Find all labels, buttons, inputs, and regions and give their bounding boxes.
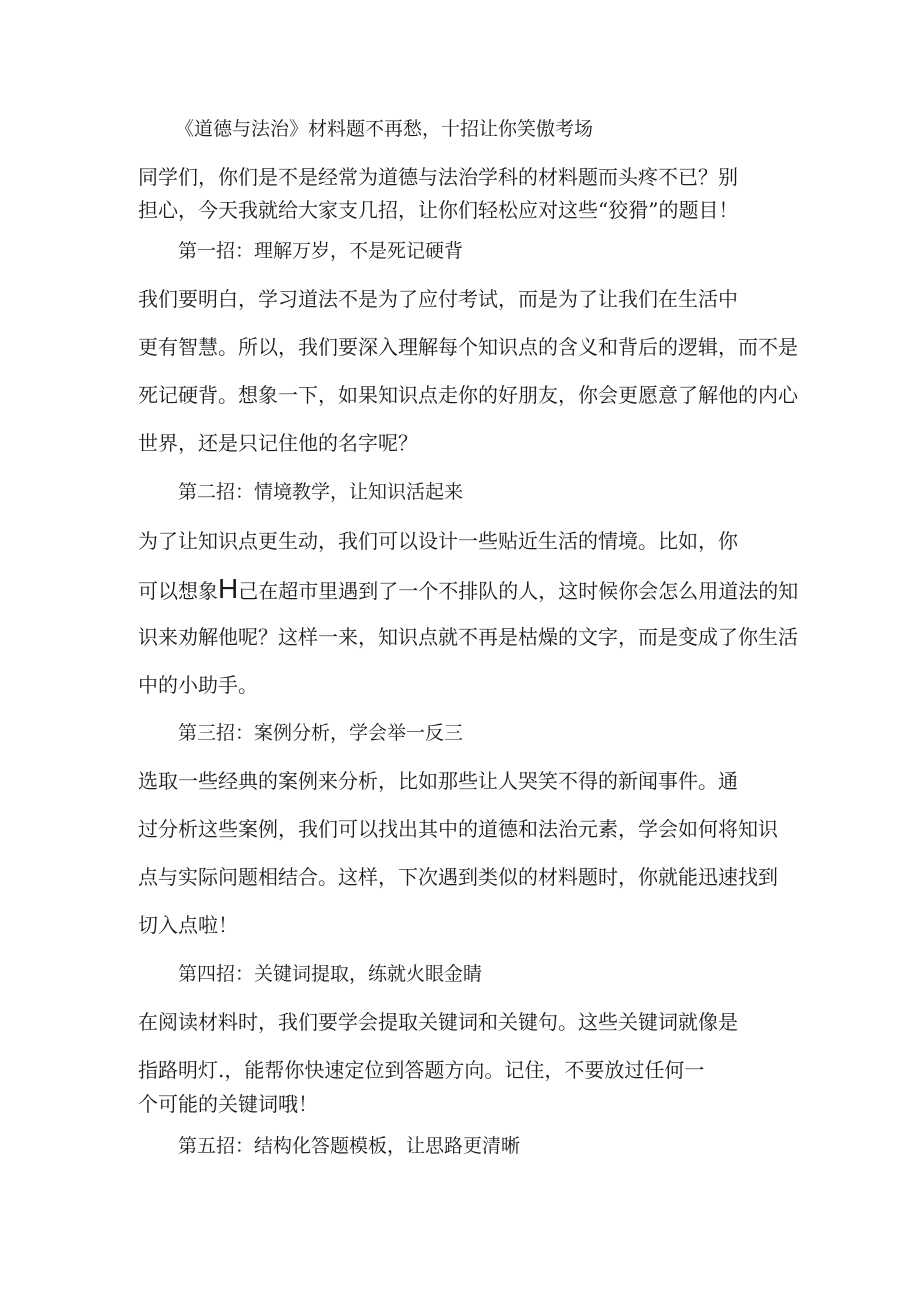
section-2-line-4: 中的小助手。	[138, 673, 258, 697]
section-2-line-3: 识来劝解他呢？这样一来，知识点就不再是枯燥的文字，而是变成了你生活	[138, 625, 798, 649]
section-2-line-2-part-c: 己在超市里遇到了一个不排队的人，这时候你会怎么用道法的知	[238, 579, 799, 603]
section-1-line-3: 死记硬背。想象一下，如果知识点走你的好朋友，你会更愿意了解他的内心	[138, 383, 798, 407]
section-5-heading: 第五招：结构化答题模板，让思路更清晰	[178, 1135, 521, 1157]
section-4-line-3: 个可能的关键词哦！	[138, 1092, 318, 1116]
section-3-heading: 第三招：案例分析，学会举一反三	[178, 722, 464, 744]
section-4-heading: 第四招：关键词提取，练就火眼金睛	[178, 963, 483, 985]
intro-line-2: 担心，今天我就给大家支几招，让你们轻松应对这些“狡猾”的题目！	[138, 198, 739, 222]
section-4-line-2: 指路明灯.，能帮你快速定位到答题方向。记住，不要放过任何一	[138, 1058, 705, 1082]
section-2-line-2-glyph: H	[218, 573, 239, 604]
section-4-line-1: 在阅读材料时，我们要学会提取关键词和关键句。这些关键词就像是	[138, 1010, 738, 1034]
intro-line-1: 同学们，你们是不是经常为道德与法治学科的材料题而头疼不已？别	[138, 165, 738, 189]
section-2-heading: 第二招：情境教学，让知识活起来	[178, 481, 464, 503]
section-3-line-3: 点与实际问题相结合。这样，下次遇到类似的材料题时，你就能迅速找到	[138, 865, 778, 889]
document-title: 《道德与法治》材料题不再愁，十招让你笑傲考场	[175, 118, 594, 140]
section-2-line-2	[138, 575, 798, 605]
section-2-line-2-part-a: 可以想象	[138, 579, 218, 603]
section-1-line-1: 我们要明白，学习道法不是为了应付考试，而是为了让我们在生活中	[138, 287, 738, 311]
section-1-line-2: 更有智慧。所以，我们要深入理解每个知识点的含义和背后的逻辑，而不是	[138, 335, 798, 359]
section-3-line-2: 过分析这些案例，我们可以找出其中的道德和法治元素，学会如何将知识	[138, 817, 778, 841]
section-2-line-1: 为了让知识点更生动，我们可以设计一些贴近生活的情境。比如，你	[138, 529, 738, 553]
section-1-heading: 第一招：理解万岁，不是死记硬背	[178, 240, 464, 262]
section-3-line-4: 切入点啦！	[138, 913, 238, 937]
section-1-line-4: 世界，还是只记住他的名字呢？	[138, 431, 418, 455]
section-3-line-1: 选取一些经典的案例来分析，比如那些让人哭笑不得的新闻事件。通	[138, 769, 738, 793]
